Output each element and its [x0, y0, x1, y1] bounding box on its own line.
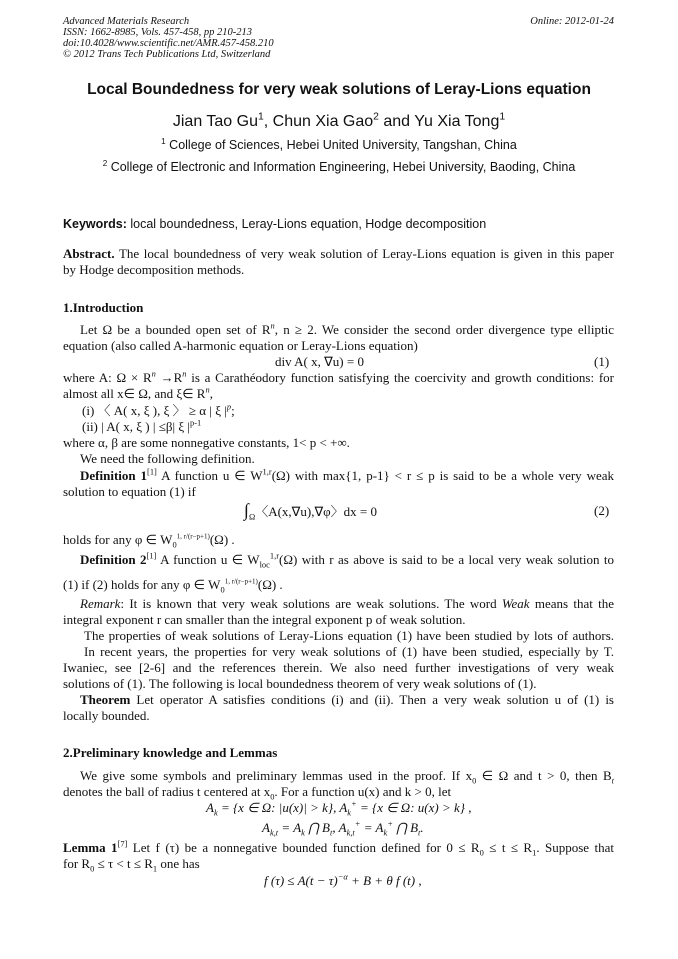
definition-2-line-2: (1) if (2) holds for any φ ∈ $W_0^{1, r/(r-p+1)}(\Omega)$ .: [63, 577, 283, 595]
affiliation-2-sup: 2: [102, 158, 108, 168]
definition-1-line-2: solution to equation (1) if: [63, 484, 196, 499]
theorem-line-2: locally bounded.: [63, 708, 150, 723]
properties-line-1: The properties of weak solutions of Leray-Lions equation (1) have been studied by lots of authors.: [84, 628, 614, 643]
definition-1-line-1: Definition 1[1] A function u ∈ W$^{1,r}$(Ω) with max{1, p-1} < r ≤ p is said to be a whole very weak: [80, 466, 614, 483]
holds-line: holds for any φ ∈ $W_0^{1, r/(r-p+1)}(\Omega)$ .: [63, 532, 235, 550]
prelim-line-1: We give some symbols and preliminary lemmas used in the proof. If $x_0$ ∈ Ω and t > 0, then $B_t$: [80, 768, 614, 786]
abstract-line-2: by Hodge decomposition methods.: [63, 262, 245, 277]
paper-title: Local Boundedness for very weak solutions of Leray-Lions equation: [87, 81, 591, 98]
remark-line-2: integral exponent r can smaller than the integral exponent p of weak solution.: [63, 612, 466, 627]
intro-line-6: We need the following definition.: [80, 451, 255, 466]
author-1-sup: 1: [257, 111, 264, 123]
equation-1: div A( x, ∇u) = 0: [275, 354, 364, 369]
definition-2-label: Definition 2: [80, 552, 147, 567]
affiliation-2: [0, 160, 678, 174]
intro-line-5: where α, β are some nonnegative constants, 1< p < +∞.: [63, 435, 350, 450]
affiliation-1: [0, 138, 678, 152]
properties-line-4: solutions of (1). The following is local boundedness theorem of very weak solutions of (1).: [63, 676, 537, 691]
equation-2-number: (2): [594, 503, 610, 518]
author-1: Jian Tao Gu: [172, 113, 258, 130]
equation-3: $A_k = \{x$ ∈ Ω: |u(x)| > k}, $A_k^+ = \{x$ ∈ Ω: u(x) > k} ,: [206, 798, 472, 818]
author-2-sup: 2: [373, 111, 379, 123]
abstract-text-1: The local boundedness of very weak solution of Leray-Lions equation is given in this paper: [114, 246, 614, 261]
definition-1-label: Definition 1: [80, 468, 148, 483]
lemma-1-label: Lemma 1: [63, 840, 118, 855]
abstract-line-1: [63, 246, 614, 262]
issn-line: ISSN: 1662-8985, Vols. 457-458, pp 210-213: [63, 27, 252, 38]
section-2-heading: 2.Preliminary knowledge and Lemmas: [63, 745, 278, 760]
intro-line-1: Let Ω be a bounded open set of $R^n$, n ≥ 2. We consider the second order divergence type elliptic: [80, 320, 614, 337]
equation-4: $A_{k,t} = A_k$ ⋂ $B_t$, $A_{k,t}^+ = A_k^+$ ⋂ $B_t$.: [262, 818, 424, 838]
doi-line: doi:10.4028/www.scientific.net/AMR.457-458.210: [63, 38, 274, 49]
keywords-label: Keywords:: [63, 217, 127, 231]
author-2: , Chun Xia Gao: [263, 113, 374, 130]
affiliation-2-text: College of Electronic and Information Engineering, Hebei University, Baoding, China: [110, 160, 576, 174]
condition-ii: (ii) | A( x, ξ ) | ≤β| ξ $|^{p-1}$: [82, 417, 202, 434]
lemma-1-line-1: Lemma 1[7] Let f (τ) be a nonnegative bounded function defined for $0 \le R_0 \le t \le R_1$. Suppose that: [63, 838, 614, 858]
properties-line-3: Iwaniec, see [2-6] and the references therein. We also need further investigations of very weak: [63, 660, 614, 675]
condition-i: (i) 〈 A( x, ξ ), ξ 〉 ≥ α | ξ $|^p$;: [82, 401, 235, 418]
affiliation-1-text: College of Sciences, Hebei United University, Tangshan, China: [169, 138, 517, 152]
affiliation-1-sup: 1: [161, 136, 166, 146]
intro-line-2: equation (also called A-harmonic equation or Leray-Lions equation): [63, 338, 418, 353]
author-3-sup: 1: [499, 111, 506, 123]
journal-name: Advanced Materials Research: [63, 16, 190, 27]
theorem-label: Theorem: [80, 692, 131, 707]
abstract-label: Abstract.: [63, 246, 115, 261]
equation-1-number: (1): [594, 354, 610, 369]
author-3: and Yu Xia Tong: [378, 113, 500, 130]
remark-line-1: Remark: It is known that very weak solutions are weak solutions. The word Weak means that the: [80, 596, 614, 611]
online-date: Online: 2012-01-24: [530, 16, 614, 27]
lemma-1-line-2: for $R_0 \le \tau < t \le R_1$ one has: [63, 856, 200, 874]
properties-line-2: In recent years, the properties for very weak solutions of (1) have been studied, especially by T.: [84, 644, 614, 659]
keywords: [63, 217, 486, 231]
author-line: [0, 113, 678, 131]
intro-line-4: almost all x∈ Ω, and ξ∈ $R^n$,: [63, 384, 213, 401]
section-1-heading: 1.Introduction: [63, 300, 144, 315]
equation-5: f $(\tau) \le A(t - \tau)^{-\alpha} + B + \theta$ f (t) ,: [264, 871, 422, 888]
copyright-line: © 2012 Trans Tech Publications Ltd, Switzerland: [63, 49, 271, 60]
keywords-text: local boundedness, Leray-Lions equation, Hodge decomposition: [126, 217, 487, 231]
definition-2-line-1: Definition 2[1] A function u ∈ $W_{loc}^{1,r}(\Omega)$ with r as above is said to be a local very weak solution to: [80, 550, 614, 570]
remark-label: Remark: [80, 596, 121, 611]
intro-line-3: where A: $\Omega \times R^n \to R^n$ is a Carathéodory function satisfying the coercivity and growth conditions: for: [63, 368, 614, 385]
theorem-line-1: Theorem Let operator A satisfies conditions (i) and (ii). Then a very weak solution u of (1) is: [80, 692, 614, 707]
prelim-line-2: denotes the ball of radius t centered at $x_0$. For a function u(x) and k > 0, let: [63, 784, 452, 802]
equation-2: $\int_\Omega$〈A(x,∇u),∇φ〉dx = 0: [244, 500, 377, 522]
